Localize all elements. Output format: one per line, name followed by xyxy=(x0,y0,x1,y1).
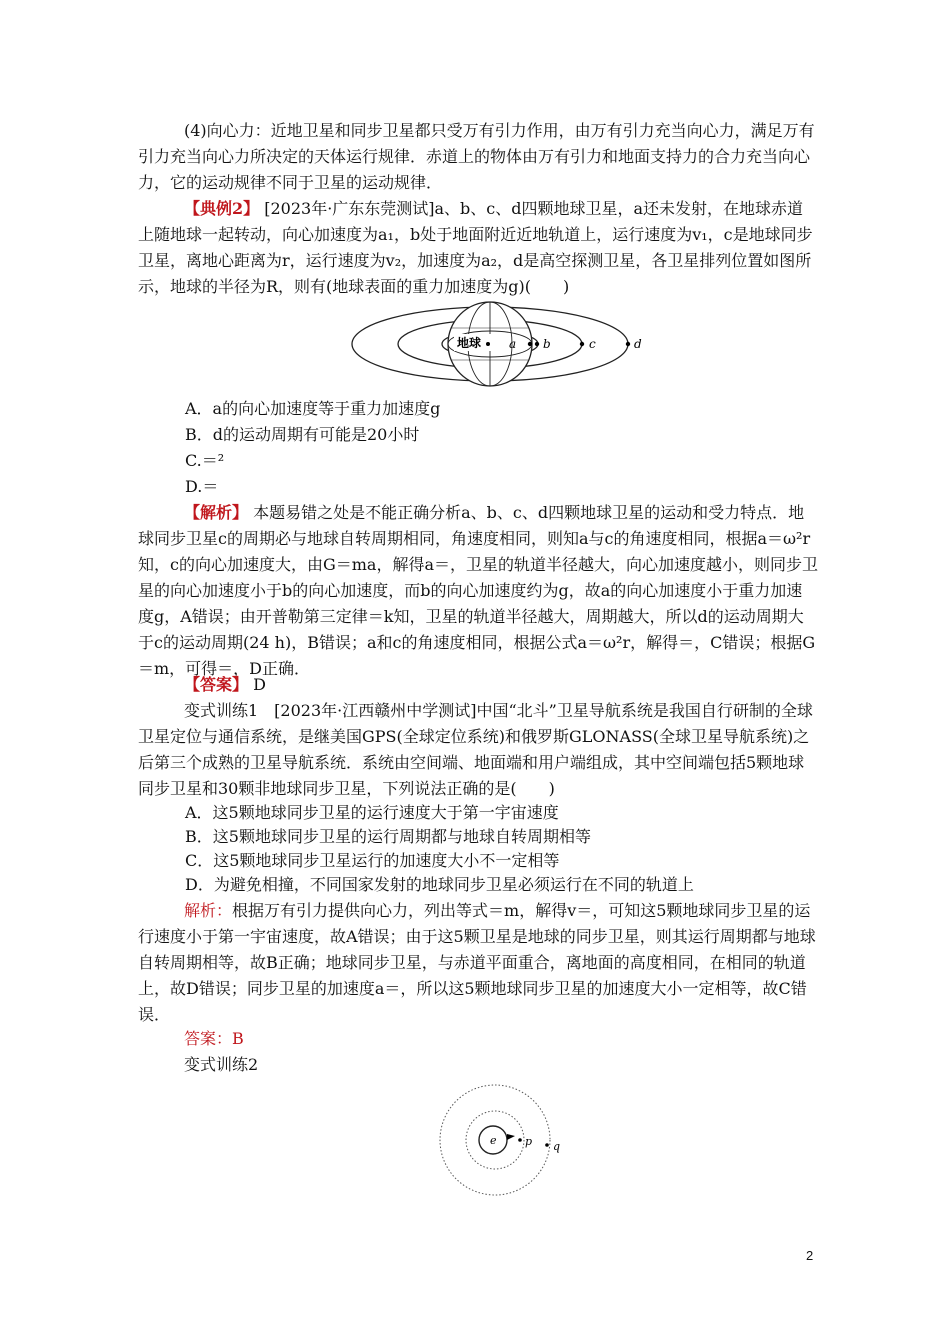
satellite-c-label: c xyxy=(589,337,596,351)
variant-training-1: 变式训练1 [2023年·江西赣州中学测试]中国“北斗”卫星导航系统是我国自行研制的全球卫星定位与通信系统，是继美国GPS(全球定位系统)和俄罗斯GLONASS(全球卫星导航系统)之后第三个成熟的卫星导航系统．系统由空间端、地面端和用户端组成，其中空间端包括5颗地球同步卫星和30颗非地球同步卫星，下列说法正确的是( ) xyxy=(138,701,813,798)
page-number: 2 xyxy=(806,1248,814,1263)
example-2 xyxy=(138,196,818,300)
concentric-orbit-figure xyxy=(430,1078,580,1202)
answer-1 xyxy=(138,672,818,698)
earth-label: 地球 xyxy=(457,336,482,350)
analysis-1-tag: 【解析】 xyxy=(184,503,249,522)
satellite-orbit-figure xyxy=(345,300,655,390)
option-1b: B．d的运动周期有可能是20小时 xyxy=(185,425,420,444)
satellite-q-dot xyxy=(545,1143,549,1147)
option-1c: C.＝² xyxy=(185,451,225,470)
option-2d: D．为避免相撞，不同国家发射的地球同步卫星必须运行在不同的轨道上 xyxy=(185,875,694,894)
satellite-b-dot xyxy=(535,342,539,346)
paragraph-centripetal-force: (4)向心力：近地卫星和同步卫星都只受万有引力作用，由万有引力充当向心力，满足万有引力充当向心力所决定的天体运行规律．赤道上的物体由万有引力和地面支持力的合力充当向心力，它的运动规律不同于卫星的运动规律． xyxy=(138,121,815,192)
option-2b: B．这5颗地球同步卫星的运行周期都与地球自转周期相等 xyxy=(185,827,591,846)
option-1a: A．a的向心加速度等于重力加速度g xyxy=(185,399,441,418)
label-q: q xyxy=(553,1140,561,1153)
satellite-b-label: b xyxy=(543,337,551,351)
satellite-p-dot xyxy=(518,1138,522,1142)
option-1d: D.＝ xyxy=(185,477,219,496)
analysis-2-text: 根据万有引力提供向心力，列出等式＝m，解得v＝，可知这5颗地球同步卫星的运行速度小于第一宇宙速度，故A错误；由于这5颗卫星是地球的同步卫星，则其运行周期都与地球自转周期相等，故B正确；地球同步卫星，与赤道平面重合，离地面的高度相同，在相同的轨道上，故D错误；同步卫星的加速度a＝，所以这5颗地球同步卫星的加速度大小一定相等，故C错误． xyxy=(138,901,816,1024)
answer-1-tag: 【答案】 xyxy=(184,675,249,694)
satellite-c-dot xyxy=(580,342,584,346)
earth-center-dot xyxy=(486,342,490,346)
example-2-text: [2023年·广东东莞测试]a、b、c、d四颗地球卫星，a还未发射，在地球赤道上随地球一起转动，向心加速度为a₁，b处于地面附近近地轨道上，运行速度为v₁，c是地球同步卫星，离地心距离为r，运行速度为v₂，加速度为a₂，d是高空探测卫星，各卫星排列位置如图所示，地球的半径为R，则有(地球表面的重力加速度为g)( ) xyxy=(138,199,813,296)
satellite-e-marker xyxy=(507,1134,515,1140)
answer-2-tag: 答案： xyxy=(184,1029,233,1048)
option-2a: A．这5颗地球同步卫星的运行速度大于第一宇宙速度 xyxy=(185,803,559,822)
satellite-d-label: d xyxy=(634,337,642,351)
answer-2 xyxy=(138,1026,818,1052)
analysis-1 xyxy=(138,500,818,682)
analysis-1-text: 本题易错之处是不能正确分析a、b、c、d四颗地球卫星的运动和受力特点．地球同步卫星c的周期必与地球自转周期相同，角速度相同，则知a与c的角速度相同，根据a＝ω²r知，c的向心加速度大，由G＝ma，解得a＝，卫星的轨道半径越大，向心加速度越小，则同步卫星的向心加速度小于b的向心加速度，而b的向心加速度约为g，故a的向心加速度小于重力加速度g，A错误；由开普勒第三定律＝k知，卫星的轨道半径越大，周期越大，所以d的运动周期大于c的运动周期(24 h)，B错误；a和c的角速度相同，根据公式a＝ω²r，解得＝，C错误；根据G＝m，可得＝，D正确． xyxy=(138,503,818,678)
example-2-tag: 【典例2】 xyxy=(184,199,260,218)
variant-training-2: 变式训练2 xyxy=(184,1055,259,1074)
satellite-d-dot xyxy=(626,342,630,346)
satellite-a-label: a xyxy=(509,337,517,351)
satellite-a-dot xyxy=(528,342,532,346)
label-p: p xyxy=(525,1135,533,1148)
answer-2-value: B xyxy=(232,1029,244,1048)
analysis-2 xyxy=(138,898,818,1028)
answer-1-value: D xyxy=(253,675,266,694)
analysis-2-tag: 解析： xyxy=(184,901,233,920)
label-e: e xyxy=(490,1134,497,1147)
option-2c: C．这5颗地球同步卫星运行的加速度大小不一定相等 xyxy=(185,851,560,870)
